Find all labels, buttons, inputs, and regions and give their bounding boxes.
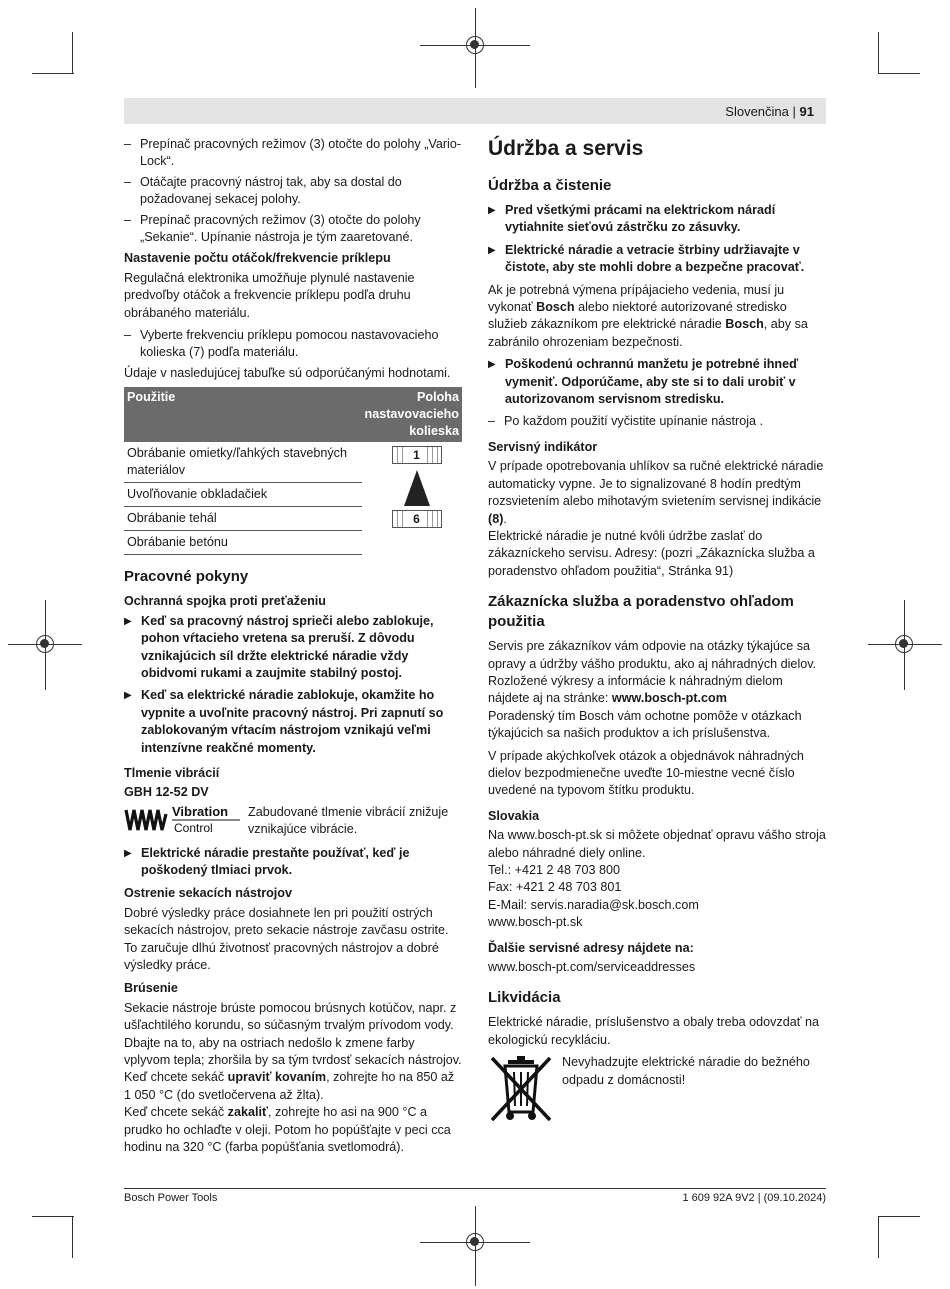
table-cell: Obrábanie tehál — [124, 507, 362, 531]
forge-text: Keď chcete sekáč upraviť kovaním, zohrejte ho na 850 až 1 050 °C (do svetločervena až žlta). — [124, 1070, 455, 1102]
vibration-text: Zabudované tlmenie vibrácií znižuje vznikajúce vibrácie. — [248, 804, 449, 837]
wheel-min-value: 1 — [407, 447, 427, 463]
slovakia-text: Na www.bosch-pt.sk si môžete objednať opravu vášho stroja alebo náhradné diely online. — [488, 828, 826, 860]
customer-order-text: V prípade akýchkoľvek otázok a objednávok náhradných dielov bezpodmienečne uveďte 10-miestne vecné číslo uvedené na typovom štítku produktu. — [488, 748, 804, 798]
wheel-min-icon — [392, 446, 442, 464]
crop-mark — [878, 1216, 920, 1217]
header-bar — [124, 98, 826, 124]
warning-item: ▶ Elektrické náradie a vetracie štrbiny udržiavajte v čistote, aby ste mohli dobre a bezpečne pracovať. — [488, 242, 826, 277]
cord-text: Ak je potrebná výmena prípájacieho vedenia, musí ju vykonať Bosch alebo niektoré autorizované stredisko služieb zákazníkom pre elektrické náradie Bosch, aby sa zabránilo ohrozeniam bezpečnosti. — [488, 282, 808, 349]
service-indicator-text: V prípade opotrebovania uhlíkov sa ručné elektrické náradie automaticky vypne. Je to signalizované 8 hodín predtým rozsvietením alebo mihotavým svietením servisnej indikácie (8). — [488, 459, 824, 526]
grind-text: Sekacie nástroje brúste pomocou brúsnych kotúčov, napr. z ušľachtilého korundu, so súčasným trvalým prívodom vody. Dbajte na to, aby na ostriach nedošlo k zmene farby vplyvom tepla; zhoršila by sa tým tvrdosť sekacích nástrojov. — [124, 1000, 462, 1068]
list-item: – Prepínač pracovných režimov (3) otočte do polohy „Sekanie“. Upínanie nástroja je tým zaaretované. — [124, 212, 462, 247]
table-header-position: Poloha nastavovacieho kolieska — [362, 387, 463, 442]
slovakia-heading: Slovakia — [488, 808, 540, 823]
clutch-heading: Ochranná spojka proti preťaženiu — [124, 594, 326, 609]
customer-url-link[interactable]: www.bosch-pt.com — [611, 691, 727, 706]
page-header — [725, 104, 814, 119]
svg-text:Vibration: Vibration — [172, 803, 229, 819]
crop-mark — [32, 73, 74, 74]
list-item: – Prepínač pracovných režimov (3) otočte do polohy „Vario-Lock“. — [124, 136, 462, 171]
vibration-heading: Tlmenie vibrácií — [124, 765, 220, 780]
disposal-block — [488, 1054, 826, 1124]
sharpen-heading: Ostrenie sekacích nástrojov — [124, 886, 292, 901]
registration-mark-icon — [895, 635, 913, 653]
grind-heading: Brúsenie — [124, 981, 178, 996]
header-separator: | — [792, 104, 796, 119]
website-link[interactable]: www.bosch-pt.sk — [488, 915, 583, 930]
registration-mark-icon — [36, 635, 54, 653]
crop-mark — [72, 32, 73, 74]
crop-mark — [32, 1216, 74, 1217]
section-title: Údržba a servis — [488, 137, 644, 160]
list-item: – Vyberte frekvenciu príklepu pomocou nastavovacieho kolieska (7) podľa materiálu. — [124, 327, 462, 362]
left-column — [124, 136, 462, 1161]
vibration-model: GBH 12-52 DV — [124, 785, 209, 800]
more-addresses-heading: Ďalšie servisné adresy nájdete na: — [488, 940, 694, 955]
harden-text: Keď chcete sekáč zakaliť, zohrejte ho asi na 900 °C a prudko ho ochlaďte v oleji. Potom ho popúšťajte v peci cca hodinu na 320 °C (farba popúšťania svetlomodrá). — [124, 1105, 451, 1155]
warning-item: ▶ Elektrické náradie prestaňte používať, keď je poškodený tlmiaci prvok. — [124, 845, 462, 880]
table-intro: Údaje v nasledujúcej tabuľke sú odporúčanými hodnotami. — [124, 365, 451, 380]
table-header-usage: Použitie — [124, 387, 362, 442]
table-cell: Obrábanie betónu — [124, 531, 362, 555]
speed-heading: Nastavenie počtu otáčok/frekvencie príklepu — [124, 251, 391, 266]
registration-mark-icon — [466, 1233, 484, 1251]
list-item: – Otáčajte pracovný nástroj tak, aby sa dostal do požadovanej sekacej polohy. — [124, 174, 462, 209]
service-indicator-heading: Servisný indikátor — [488, 439, 598, 454]
wheel-max-value: 6 — [407, 511, 427, 527]
warning-item: ▶ Pred všetkými prácami na elektrickom náradí vytiahnite sieťovú zástrčku zo zásuvky. — [488, 202, 826, 237]
registration-mark-icon — [466, 36, 484, 54]
vibration-block — [124, 804, 462, 839]
table-row — [124, 442, 462, 483]
footer-brand: Bosch Power Tools — [124, 1192, 218, 1204]
crop-mark — [878, 32, 879, 74]
maintenance-heading: Údržba a čistenie — [488, 177, 612, 194]
service-send-text: Elektrické náradie je nutné kvôli údržbe zaslať do zákazníckeho servisu. Adresy: (pozri „Zákaznícka služba a poradenstvo ohľadom použitia“, Stránka 91) — [488, 528, 815, 578]
vibration-control-logo-icon — [124, 804, 242, 834]
footer-divider — [124, 1188, 826, 1189]
email-link[interactable]: E-Mail: servis.naradia@sk.bosch.com — [488, 897, 699, 912]
header-language: Slovenčina — [725, 104, 789, 119]
table-cell: Obrábanie omietky/ľahkých stavebných materiálov — [124, 442, 362, 483]
list-item: – Po každom použití vyčistite upínanie nástroja . — [488, 413, 826, 430]
wheel-max-icon — [392, 510, 442, 528]
more-addresses-link[interactable]: www.bosch-pt.com/serviceaddresses — [488, 960, 696, 975]
footer-doc-number: 1 609 92A 9V2 | (09.10.2024) — [682, 1192, 826, 1204]
increase-triangle-icon — [404, 470, 430, 506]
disposal-warning: Nevyhadzujte elektrické náradie do bežného odpadu z domácnosti! — [562, 1055, 810, 1087]
customer-service-text: Servis pre zákazníkov vám odpovie na otázky týkajúce sa opravy a údržby vášho produktu, ako aj náhradných dielov. Rozložené výkresy a informácie k náhradným dielom nájdete aj na stránke: www.bosch-pt.com — [488, 639, 817, 706]
customer-service-heading: Zákaznícka služba a poradenstvo ohľadom použitia — [488, 593, 794, 631]
wheel-scale — [362, 442, 463, 555]
disposal-text: Elektrické náradie, príslušenstvo a obaly treba odovzdať na ekologickú recykláciu. — [488, 1015, 819, 1047]
phone-text: Tel.: +421 2 48 703 800 — [488, 863, 620, 877]
warning-item: ▶ Keď sa pracovný nástroj sprieči alebo zablokuje, pohon vŕtacieho vretena sa preruší. Z dôvodu vznikajúcich síl držte elektrické náradie vždy obidvomi rukami a zaujmite stabilný postoj. — [124, 613, 462, 683]
table-cell: Uvoľňovanie obkladačiek — [124, 483, 362, 507]
fax-text: Fax: +421 2 48 703 801 — [488, 880, 622, 895]
page-number: 91 — [799, 104, 814, 119]
crop-mark — [72, 1216, 73, 1258]
crossed-bin-icon — [488, 1054, 554, 1124]
speed-text: Regulačná elektronika umožňuje plynulé nastavenie predvoľby otáčok a frekvencie príklepu podľa druhu obrábaného materiálu. — [124, 270, 415, 320]
sharpen-text: Dobré výsledky práce dosiahnete len pri použití ostrých sekacích nástrojov, preto sekacie nástroje zavčasu ostrite. To zaručuje dlhú životnosť pracovných nástrojov a dobré výsledky práce. — [124, 905, 449, 972]
crop-mark — [878, 73, 920, 74]
crop-mark — [878, 1216, 879, 1258]
work-heading: Pracovné pokyny — [124, 568, 249, 586]
settings-table — [124, 387, 462, 555]
right-column — [488, 136, 826, 1128]
warning-item: ▶ Poškodenú ochrannú manžetu je potrebné ihneď vymeniť. Odporúčame, aby ste si to dali urobiť v autorizovanom servisnom stredisku. — [488, 356, 826, 408]
disposal-heading: Likvidácia — [488, 989, 561, 1007]
svg-text:Control: Control — [174, 820, 213, 834]
customer-team-text: Poradenský tím Bosch vám ochotne pomôže v otázkach týkajúcich sa našich produktov a ich príslušenstva. — [488, 708, 802, 741]
warning-item: ▶ Keď sa elektrické náradie zablokuje, okamžite ho vypnite a uvoľnite pracovný nástroj. Pri zapnutí so zablokovaným vŕtacím nástrojom vznikajú veľmi intenzívne reakčné momenty. — [124, 687, 462, 757]
